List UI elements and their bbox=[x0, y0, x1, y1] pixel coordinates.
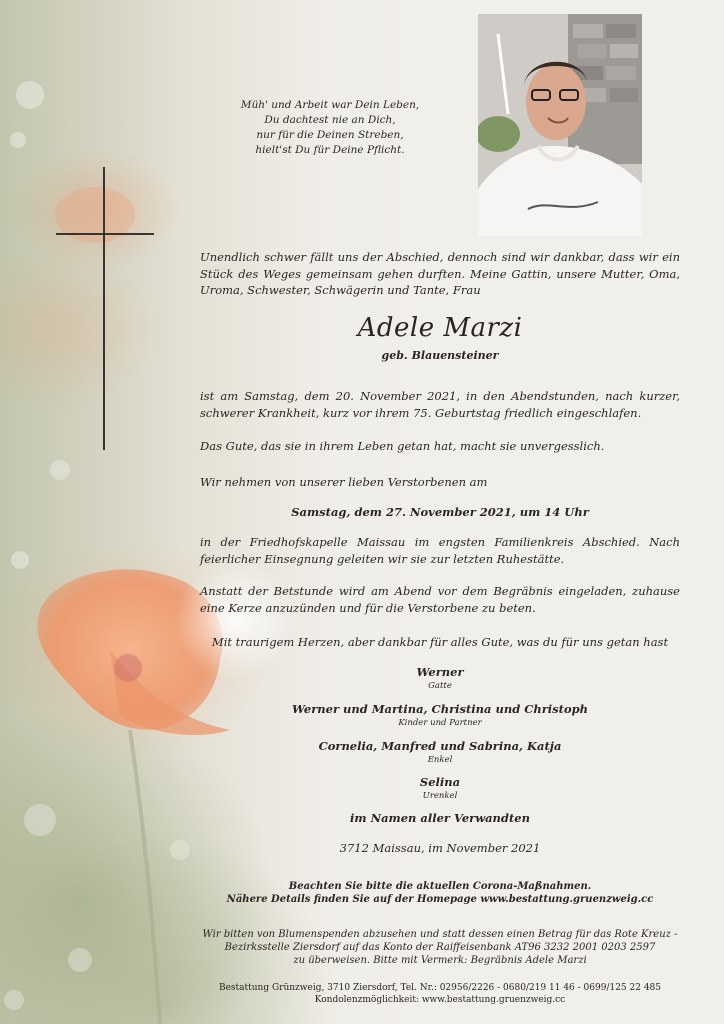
mourner-names: Cornelia, Manfred und Sabrina, Katja bbox=[318, 739, 562, 753]
donation-notice bbox=[200, 928, 680, 967]
funeral-date: Samstag, dem 27. November 2021, um 14 Uhr bbox=[291, 505, 589, 519]
mourner-entry bbox=[200, 664, 680, 691]
cross-bar bbox=[56, 233, 154, 235]
portrait-image bbox=[478, 14, 642, 236]
good-memory-text: Das Gute, das sie in ihrem Leben getan hat, macht sie unvergesslich. bbox=[200, 439, 605, 453]
farewell-intro: Wir nehmen von unserer lieben Verstorbenen am bbox=[200, 475, 488, 489]
mourner-names: Selina bbox=[419, 775, 461, 789]
donation-line: zu überweisen. Bitte mit Vermerk: Begräbnis Adele Marzi bbox=[293, 955, 587, 966]
intro-text: Unendlich schwer fällt uns der Abschied, dennoch sind wir dankbar, dass wir ein Stück des Weges gemeinsam gehen durften. Meine Gattin, unsere Mutter, Oma, Uroma, Schwester, Schwägerin und Tante, Frau bbox=[200, 250, 680, 297]
donation-line: Wir bitten von Blumenspenden abzusehen und statt dessen einen Betrag für das Rote Kreuz - bbox=[202, 929, 678, 940]
cross-icon bbox=[103, 167, 105, 450]
corona-line: Nähere Details finden Sie auf der Homepage www.bestattung.gruenzweig.cc bbox=[226, 894, 654, 905]
footer-line: Bestattung Grünzweig, 3710 Ziersdorf, Tel. Nr.: 02956/2226 - 0680/219 11 46 - 0699/125 22 485 bbox=[218, 983, 662, 993]
mourner-relation: Gatte bbox=[428, 680, 452, 691]
mourner-names: Werner und Martina, Christina und Christoph bbox=[291, 702, 589, 716]
portrait-photo bbox=[478, 14, 642, 236]
corona-notice bbox=[200, 880, 680, 906]
poem-line: hielt'st Du für Deine Pflicht. bbox=[255, 144, 405, 156]
funeral-place: in der Friedhofskapelle Maissau im engsten Familienkreis Abschied. Nach feierlicher Einsegnung geleiten wir sie zur letzten Ruhestätte. bbox=[200, 535, 680, 566]
corona-line: Beachten Sie bitte die aktuellen Corona-Maßnahmen. bbox=[288, 881, 592, 892]
donation-line: Bezirksstelle Ziersdorf auf das Konto der Raiffeisenbank AT96 3232 2001 0203 2597 bbox=[224, 942, 656, 953]
mourner-entry bbox=[200, 738, 680, 765]
gratitude-text: Mit traurigem Herzen, aber dankbar für alles Gute, was du für uns getan hast bbox=[211, 635, 669, 649]
maiden-name: geb. Blauensteiner bbox=[381, 349, 499, 362]
mourner-relation: Enkel bbox=[427, 754, 453, 765]
candle-note: Anstatt der Betstunde wird am Abend vor dem Begräbnis eingeladen, zuhause eine Kerze anzuzünden und für die Verstorbene zu beten. bbox=[200, 584, 680, 615]
poem-line: Müh' und Arbeit war Dein Leben, bbox=[240, 99, 420, 111]
mourner-relation: Urenkel bbox=[422, 790, 458, 801]
funeral-home-footer bbox=[200, 982, 680, 1006]
deceased-name: Adele Marzi bbox=[357, 313, 523, 343]
mourner-names: Werner bbox=[416, 665, 464, 679]
poem-line: nur für die Deinen Streben, bbox=[256, 129, 404, 141]
mourner-entry bbox=[200, 701, 680, 728]
mourner-entry bbox=[200, 774, 680, 801]
death-notice: ist am Samstag, dem 20. November 2021, in den Abendstunden, nach kurzer, schwerer Krankheit, kurz vor ihrem 75. Geburtstag friedlich eingeschlafen. bbox=[200, 389, 680, 420]
footer-line: Kondolenzmöglichkeit: www.bestattung.gruenzweig.cc bbox=[314, 995, 566, 1005]
memorial-poem bbox=[200, 98, 460, 158]
relatives-text: im Namen aller Verwandten bbox=[350, 811, 530, 825]
mourner-relation: Kinder und Partner bbox=[398, 717, 482, 728]
poem-line: Du dachtest nie an Dich, bbox=[264, 114, 396, 126]
place-date: 3712 Maissau, im November 2021 bbox=[339, 841, 541, 855]
